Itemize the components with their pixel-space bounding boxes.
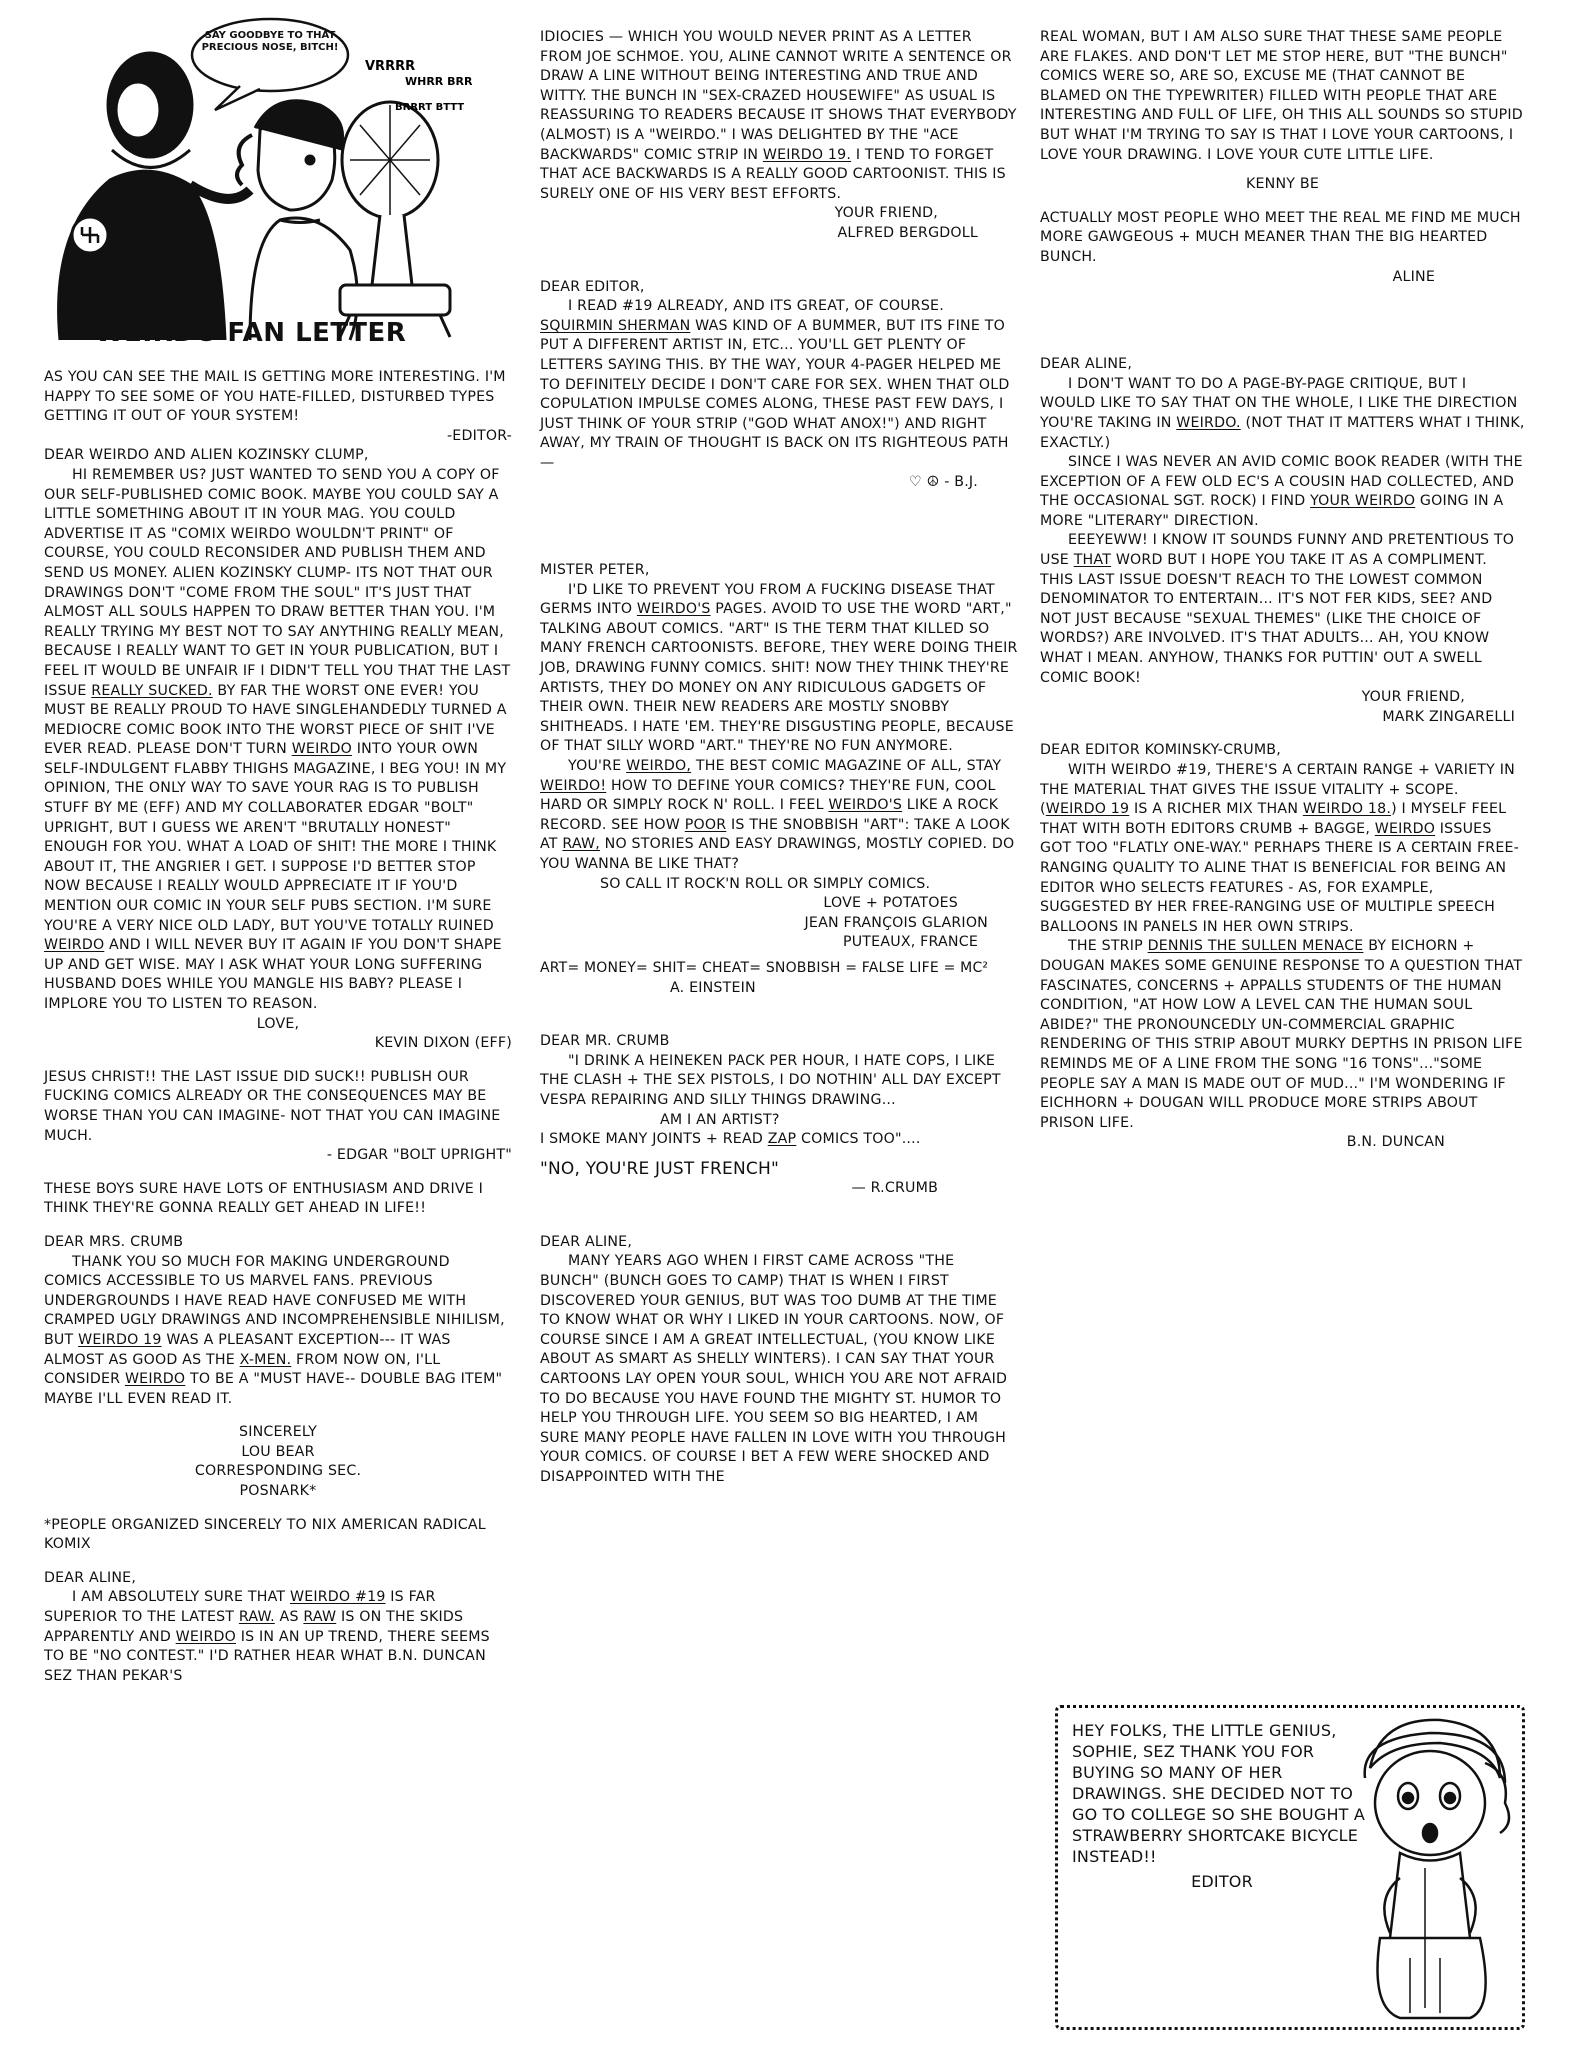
sophie-drawing [1340,1708,1520,2023]
einstein-equation: ART= MONEY= SHIT= CHEAT= SNOBBISH = FALSE LIFE = MC² [540,959,989,976]
sophie-note-text: HEY FOLKS, THE LITTLE GENIUS, SOPHIE, SEZ THANK YOU FOR BUYING SO MANY OF HER DRAWINGS. SHE DECIDED NOT TO GO TO COLLEGE SO SHE BOUGHT A STRAWBERRY SHORTCAKE BICYCLE INSTEAD!! [1072,1721,1366,1866]
letter-body: YOU'RE WEIRDO, THE BEST COMIC MAGAZINE OF ALL, STAY WEIRDO! HOW TO DEFINE YOUR COMICS? THEY'RE FUN, COOL HARD OR SIMPLY ROCK N' ROLL. I FEEL WEIRDO'S LIKE A ROCK RECORD. SEE HOW POOR IS THE SNOBBISH "ART": TAKE A LOOK AT RAW, NO STORIES AND EASY DRAWINGS, MOSTLY COPIED. DO YOU WANNA BE LIKE THAT? [540,758,1015,872]
column-2 [540,28,1018,1488]
letter-signature: KEVIN DIXON (EFF) [374,1035,512,1052]
letter-signature: - EDGAR "BOLT UPRIGHT" [326,1147,512,1164]
letter-signature: POSNARK* [239,1483,317,1500]
letter-greeting: DEAR EDITOR, [540,278,645,295]
electric-fan [340,102,450,337]
letter-closing: LOVE + POTATOES [823,895,958,912]
intro-text: AS YOU CAN SEE THE MAIL IS GETTING MORE INTERESTING. I'M HAPPY TO SEE SOME OF YOU HATE-FILLED, DISTURBED TYPES GETTING IT OUT OF YOUR SYSTEM! [44,369,506,425]
column-3 [1040,28,1525,1153]
footnote: *PEOPLE ORGANIZED SINCERELY TO NIX AMERICAN RADICAL KOMIX [44,1516,486,1553]
sound-effect-1: VRRRR [365,59,416,74]
letter-signature: MARK ZINGARELLI [1382,708,1515,725]
letter-greeting: DEAR ALINE, [540,1233,633,1250]
intro-signature: -EDITOR- [446,427,512,444]
letter-signature: ALFRED BERGDOLL [837,224,978,241]
header-cartoon [20,10,473,350]
editor-signature: ALINE [1392,268,1435,285]
letter-greeting: DEAR MRS. CRUMB [44,1233,184,1250]
letter-closing: LOVE, [256,1015,300,1032]
letter-greeting: DEAR EDITOR KOMINSKY-CRUMB, [1040,742,1281,759]
editor-reply: THESE BOYS SURE HAVE LOTS OF ENTHUSIASM AND DRIVE I THINK THEY'RE GONNA REALLY GET AHEAD IN LIFE!! [44,1180,484,1217]
letter-closing: YOUR FRIEND, [1361,689,1465,706]
sophie-note-signature: EDITOR [1191,1872,1253,1891]
letter-body: SO CALL IT ROCK'N ROLL OR SIMPLY COMICS. [600,875,931,892]
sound-effect-3: BRRRT BTTT [395,102,465,113]
letter-body: JESUS CHRIST!! THE LAST ISSUE DID SUCK!! PUBLISH OUR FUCKING COMICS ALREADY OR THE CONSEQUENCES MAY BE WORSE THAN YOU CAN IMAGINE- NOT THAT YOU CAN IMAGINE MUCH. [44,1068,501,1144]
letter-body: THANK YOU SO MUCH FOR MAKING UNDERGROUND COMICS ACCESSIBLE TO US MARVEL FANS. PREVIOUS UNDERGROUNDS I HAVE READ HAVE CONFUSED ME WITH CRAMPED UGLY DRAWINGS AND INCOMPREHENSIBLE NIHILISM, BUT WEIRDO 19 WAS A PLEASANT EXCEPTION--- IT WAS ALMOST AS GOOD AS THE X-MEN. FROM NOW ON, I'LL CONSIDER WEIRDO TO BE A "MUST HAVE-- DOUBLE BAG ITEM" MAYBE I'LL EVEN READ IT. [44,1253,505,1407]
page-title: WEIRDO FAN LETTER [95,318,407,348]
letter-closing: YOUR FRIEND, [834,205,938,222]
crumb-reply: "NO, YOU'RE JUST FRENCH" [540,1158,779,1179]
sound-effect-2: WHRR BRR [405,75,473,88]
letter-body: THE STRIP DENNIS THE SULLEN MENACE BY EICHORN + DOUGAN MAKES SOME GENUINE RESPONSE TO A QUESTION THAT FASCINATES, CONCERNS + APPALLS STUDENTS OF THE HUMAN CONDITION, "AT HOW LOW A LEVEL CAN THE HUMAN SOUL ABIDE?" THE PRONOUNCEDLY UN-COMMERCIAL GRAPHIC RENDERING OF THIS STRIP ABOUT MURKY DEPTHS IN PRISON LIFE REMINDS ME OF A LINE FROM THE SONG "16 TONS"..."SOME PEOPLE SAY A MAN IS MADE OUT OF MUD..." I'M WONDERING IF EICHHORN + DOUGAN WILL PRODUCE MORE STRIPS ABOUT PRISON LIFE. [1040,938,1523,1131]
letter-body: I DON'T WANT TO DO A PAGE-BY-PAGE CRITIQUE, BUT I WOULD LIKE TO SAY THAT ON THE WHOLE, I LIKE THE DIRECTION YOU'RE TAKING IN WEIRDO. (NOT THAT IT MATTERS WHAT I THINK, EXACTLY.) [1040,375,1525,451]
letter-body: REAL WOMAN, BUT I AM ALSO SURE THAT THESE SAME PEOPLE ARE FLAKES. AND DON'T LET ME STOP HERE, BUT "THE BUNCH" COMICS WERE SO, ARE SO, EXCUSE ME (THAT CANNOT BE BLAMED ON THE TYPEWRITER) FILLED WITH PEOPLE THAT ARE INTERESTING AND FULL OF LIFE, OH THIS ALL SOUNDS SO STUPID BUT WHAT I'M TRYING TO SAY IS THAT I LOVE YOUR CARTOONS, I LOVE YOUR DRAWING. I LOVE YOUR CUTE LITTLE LIFE. [1040,29,1523,163]
letter-body: I READ #19 ALREADY, AND ITS GREAT, OF COURSE. SQUIRMIN SHERMAN WAS KIND OF A BUMMER, BUT ITS FINE TO PUT A DIFFERENT ARTIST IN, ETC... YOU'LL GET PLENTY OF LETTERS SAYING THIS. BY THE WAY, YOUR 4-PAGER HELPED ME TO DEFINITELY DECIDE I DON'T CARE FOR SEX. WHEN THAT OLD COPULATION IMPULSE COMES ALONG, THESE PAST FEW DAYS, I JUST THINK OF YOUR STRIP ("GOD WHAT ANOX!") AND RIGHT AWAY, MY TRAIN OF THOUGHT IS BACK ON ITS RIGHTEOUS PATH — [540,298,1010,471]
column-1 [44,368,512,1686]
letter-body: SINCE I WAS NEVER AN AVID COMIC BOOK READER (WITH THE EXCEPTION OF A FEW OLD EC'S A COUSIN HAD COLLECTED, AND THE OCCASIONAL SGT. ROCK) I FIND YOUR WEIRDO GOING IN A MORE "LITERARY" DIRECTION. [1040,454,1523,529]
letter-greeting: DEAR ALINE, [1040,356,1133,373]
editor-reply: ACTUALLY MOST PEOPLE WHO MEET THE REAL ME FIND ME MUCH MORE GAWGEOUS + MUCH MEANER THAN THE BIG HEARTED BUNCH. [1040,209,1521,265]
letter-signature: A. EINSTEIN [670,979,756,996]
speech-bubble-text: SAY GOODBYE TO THAT PRECIOUS NOSE, BITCH! [201,30,339,53]
letter-body: EEEYEWW! I KNOW IT SOUNDS FUNNY AND PRETENTIOUS TO USE THAT WORD BUT I HOPE YOU TAKE IT AS A COMPLIMENT. THIS LAST ISSUE DOESN'T REACH TO THE LOWEST COMMON DENOMINATOR TO ENTERTAIN... IT'S NOT FER KIDS, SEE? AND NOT JUST BECAUSE "SEXUAL THEMES" (LIKE THE CHOICE OF WORDS?) ARE INVOLVED. IT'S THAT ADULTS... AH, YOU KNOW WHAT I MEAN. ANYHOW, THANKS FOR PUTTIN' OUT A SWELL COMIC BOOK! [1040,532,1515,686]
letter-greeting: MISTER PETER, [540,562,650,579]
sophie-note [1072,1720,1372,1892]
letter-body: WITH WEIRDO #19, THERE'S A CERTAIN RANGE + VARIETY IN THE MATERIAL THAT GIVES THE ISSUE VITALITY + SCOPE. (WEIRDO 19 IS A RICHER MIX THAN WEIRDO 18.) I MYSELF FEEL THAT WITH BOTH EDITORS CRUMB + BAGGE, WEIRDO ISSUES GOT TOO "FLATLY ONE-WAY." PERHAPS THERE IS A CERTAIN FREE-RANGING QUALITY TO ALINE THAT IS BENEFICIAL FOR BEING AN EDITOR WHO SELECTS FEATURES - AS, FOR EXAMPLE, SUGGESTED BY HER FREE-RANGING USE OF MULTIPLE SPEECH BALLOONS IN PANELS IN HER OWN STRIPS. [1040,762,1520,935]
cartoon-man [59,53,250,340]
letter-greeting: DEAR WEIRDO AND ALIEN KOZINSKY CLUMP, [44,447,369,464]
letter-signature: — R.CRUMB [851,1180,938,1197]
letter-signature: LOU BEAR [241,1443,315,1460]
speech-bubble [192,19,348,110]
letter-greeting: DEAR MR. CRUMB [540,1033,670,1050]
letter-signature: JEAN FRANÇOIS GLARION [804,914,988,931]
letter-body: HI REMEMBER US? JUST WANTED TO SEND YOU A COPY OF OUR SELF-PUBLISHED COMIC BOOK. MAYBE YOU COULD SAY A LITTLE SOMETHING ABOUT IT IN YOUR MAG. YOU COULD ADVERTISE IT AS "COMIX WEIRDO WOULDN'T PRINT" OF COURSE, YOU COULD RECONSIDER AND PUBLISH THEM AND SEND US MONEY. ALIEN KOZINSKY CLUMP- ITS NOT THAT OUR DRAWINGS DON'T "COME FROM THE SOUL" IT'S JUST THAT ALMOST ALL SOULS HAPPEN TO DRAW BETTER THAN YOU. I'M REALLY TRYING MY BEST NOT TO SAY ANYTHING REALLY MEAN, BECAUSE I REALLY WANT TO GET IN YOUR PUBLICATION, BUT I FEEL IT WOULD BE UNFAIR IF I DIDN'T TELL YOU THAT THE LAST ISSUE REALLY SUCKED. BY FAR THE WORST ONE EVER! YOU MUST BE REALLY PROUD TO HAVE SINGLEHANDEDLY TURNED A MEDIOCRE COMIC BOOK INTO THE WORST PIECE OF SHIT I'VE EVER READ. PLEASE DON'T TURN WEIRDO INTO YOUR OWN SELF-INDULGENT FLABBY THIGHS MAGAZINE, I BEG YOU! IN MY OPINION, THE ONLY WAY TO SAVE YOUR RAG IS TO PUBLISH STUFF BY ME (EFF) AND MY COLLABORATER EDGAR "BOLT" UPRIGHT, BUT I GUESS WE AREN'T "BRUTALLY HONEST" ENOUGH FOR YOU. WHAT A LOAD OF SHIT! THE MORE I THINK ABOUT IT, THE ANGRIER I GET. I SUPPOSE I'D BETTER STOP NOW BECAUSE I REALLY WOULD APPRECIATE IT IF YOU'D MENTION OUR COMIC IN YOUR SELF PUBS SECTION. I'M SURE YOU'RE A VERY NICE OLD LADY, BUT YOU'VE TOTALLY RUINED WEIRDO AND I WILL NEVER BUY IT AGAIN IF YOU DON'T SHAPE UP AND GET WISE. MAY I ASK WHAT YOUR LONG SUFFERING HUSBAND DOES WHILE YOU MANGLE HIS BABY? PLEASE I IMPLORE YOU TO LISTEN TO REASON. [44,466,511,1012]
letter-closing: SINCERELY [239,1424,317,1441]
letter-signature: CORRESPONDING SEC. [194,1463,362,1480]
letter-body: I AM ABSOLUTELY SURE THAT WEIRDO #19 IS FAR SUPERIOR TO THE LATEST RAW. AS RAW IS ON THE SKIDS APPARENTLY AND WEIRDO IS IN AN UP TREND, THERE SEEMS TO BE "NO CONTEST." I'D RATHER HEAR WHAT B.N. DUNCAN SEZ THAN PEKAR'S [44,1589,490,1684]
letter-signature: PUTEAUX, FRANCE [842,934,978,951]
letter-greeting: DEAR ALINE, [44,1569,137,1586]
letter-signature: ♡ ☮ - B.J. [908,474,978,491]
letter-body: "I DRINK A HEINEKEN PACK PER HOUR, I HATE COPS, I LIKE THE CLASH + THE SEX PISTOLS, I DO NOTHIN' ALL DAY EXCEPT VESPA REPAIRING AND SILLY THINGS DRAWING... [540,1052,1001,1108]
letter-body: AM I AN ARTIST? [660,1111,780,1128]
letter-body: I SMOKE MANY JOINTS + READ ZAP COMICS TOO".... [540,1131,921,1148]
letter-signature: B.N. DUNCAN [1346,1134,1445,1151]
letter-body: MANY YEARS AGO WHEN I FIRST CAME ACROSS "THE BUNCH" (BUNCH GOES TO CAMP) THAT IS WHEN I FIRST DISCOVERED YOUR GENIUS, BUT WAS TOO DUMB AT THE TIME TO KNOW WHAT OR WHY I LIKED IN YOUR CARTOONS. NOW, OF COURSE SINCE I AM A GREAT INTELLECTUAL, (YOU KNOW LIKE ABOUT AS SMART AS SHELLY WINTERS). I CAN SAY THAT YOUR CARTOONS LAY OPEN YOUR SOUL, WHICH YOU ARE NOT AFRAID TO DO BECAUSE YOU HAVE FOUND THE MIGHTY ST. HUMOR TO HELP YOU THROUGH LIFE. YOU SEEM SO BIG HEARTED, I AM SURE MANY PEOPLE HAVE FALLEN IN LOVE WITH YOU THROUGH YOUR COMICS. OF COURSE I BET A FEW WERE SHOCKED AND DISAPPOINTED WITH THE [540,1253,1008,1485]
letter-body: I'D LIKE TO PREVENT YOU FROM A FUCKING DISEASE THAT GERMS INTO WEIRDO'S PAGES. AVOID TO USE THE WORD "ART," TALKING ABOUT COMICS. "ART" IS THE TERM THAT KILLED SO MANY FRENCH CARTOONISTS. BEFORE, THEY WERE DOING THEIR JOB, DRAWING FUNNY COMICS. SHIT! NOW THEY THINK THEY'RE ARTISTS, THEY DO MONEY ON ANY RIDICULOUS GADGETS OF THEIR OWN. THEIR NEW READERS ARE MOSTLY SNOBBY SHITHEADS. I HATE 'EM. THEY'RE DISGUSTING PEOPLE, BECAUSE OF THAT SILLY WORD "ART." THEY'RE NO FUN ANYMORE. [540,581,1018,755]
letter-body: IDIOCIES — WHICH YOU WOULD NEVER PRINT AS A LETTER FROM JOE SCHMOE. YOU, ALINE CANNOT WRITE A SENTENCE OR DRAW A LINE WITHOUT BEING INTERESTING AND TRUE AND WITTY. THE BUNCH IN "SEX-CRAZED HOUSEWIFE" AS USUAL IS REASSURING TO READERS BECAUSE IT SHOWS THAT EVERYBODY (ALMOST) IS A "WEIRDO." I WAS DELIGHTED BY THE "ACE BACKWARDS" COMIC STRIP IN WEIRDO 19. I TEND TO FORGET THAT ACE BACKWARDS IS A REALLY GOOD CARTOONIST. THIS IS SURELY ONE OF HIS VERY BEST EFFORTS. [540,29,1017,202]
letter-signature: KENNY BE [1246,176,1319,193]
